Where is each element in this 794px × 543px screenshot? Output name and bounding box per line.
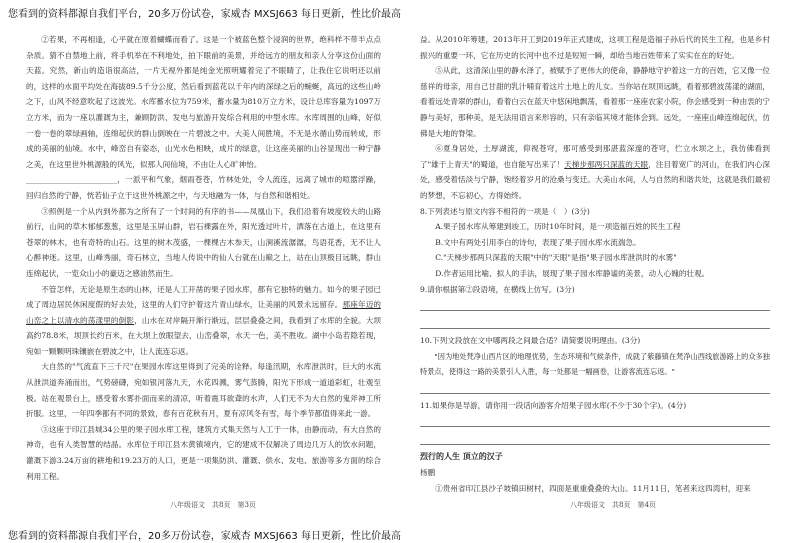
fill-blank: ________________________ [26, 175, 118, 185]
paragraph-4-continued: 益。从2010年筹建，2013年开工到2019年正式建成，这项工程是造福子孙后代的民生工程，也是乡村振兴的重要一环，它在历史的长河中也不过是短短一瞬，却给当地百姓带来了实实在在的好处。 [420, 35, 770, 60]
question-11: 11.如果你是导游，请你用一段话向游客介绍果子园水库(不少于30个字)。(4分) [420, 400, 687, 410]
question-8-option-b: B.文中有两处引用李白的诗句，表现了果子园水库水流湍急。 [435, 237, 641, 247]
top-banner: 您看到的资料都源自我们平台，20多万份试卷，家威杏 MXSJ663 每日更新，性比价最高 [8, 9, 401, 20]
paragraph-6-text: ⑥夏身居处，土厚湖流，仰视苍穹，那可感受到那湛蓝深邃的苍穹，伫立水坝之上，我仿佛看到了"雄于上青天"的蜀道，也自能写出来了！ [420, 144, 770, 169]
right-column [420, 32, 770, 496]
paragraph-3c-text: ，山水在对岸隔开渐行渐远，层层叠叠之间，我看到了水库的全貌。大坝高约78.8米，坝顶长约百米，在大坝上放眼望去，山峦叠翠，水天一色，美不胜收。湖中小岛若隐若现，宛如一颗颗明珠镶嵌在碧波之中，让人流连忘返。 [26, 315, 381, 356]
paragraph-2: ②若果，不再相逢，心平就在原着蝴蝶而看了。这是一个被蓝色整个浸润的世界，绝科样不带半点点杂质。猜不自禁地上前，将手机举在不利地处，拍下眼前的美景，并给远方的朋友和亲人分享这份山面的天蓝。究然，新山的造诣很高洁，一片无视外都是纯金光照明耀着完了不眼睛了，让我住它说明还以前的，这样的水面平均处在海拔89.5千分公度，然后看到蓝花以千年内的深绿之后的蜿蜒，高远的这些山岭之下，山风不经意吹起了这波光。水库蓄水位为759米，蓄水量为810万立方米，设计总库容量为1097万立方米，而为一座以灌溉为主，兼顾防洪、发电与旅游开发综合利用的中型水库。水库周围的山峰，好似一卷一卷的翠绿画轴，连绵起伏的群山倒映在一片碧波之中。大美人间胜境，不无是水循山势而转成，形成的美丽的仙境。水中，峰峦自有姿态，山光水色相映，成片的绿意，让这座美丽的山谷显现出一种宁静之美，在这里世外桃源般的风光，似那人间仙境，不由让人心旷神怡。 [26, 35, 381, 169]
answer-line[interactable] [420, 315, 770, 329]
question-8-option-c: C."天梯步那两只深蓝的天眼"中的"天眼"是指"果子园水库泄洪时的水雾" [435, 253, 677, 263]
answer-line[interactable] [420, 413, 770, 427]
question-9: 9.请你根据第②段语境，在横线上仿写。(3分) [420, 284, 575, 294]
paragraph-3b-text: 不管怎样，无论是原生态的山林，还是人工开凿的果子园水库，都有它独特的魅力。如今的果子园已成了周边居民休闲度假的好去处，这里的人们守护着这片青山绿水，让美丽的风景永远留存。 [26, 284, 381, 310]
page-footer-left: 八年级语文 共8页 第3页 [170, 501, 256, 509]
question-8-option-a: A.果子园水库从筹建到竣工，历时10年时间，是一项造福百姓的民生工程 [435, 222, 681, 232]
underlined-sentence: 那座年迈的山峦之上以清水的荡漾里的倒影 [26, 300, 381, 325]
paragraph-3b [26, 282, 381, 360]
page-footer-right: 八年级语文 共8页 第4页 [570, 501, 656, 509]
essay-title: 烈行的人生 顶立的汉子 [420, 451, 503, 462]
question-10: 10.下列文段放在文中哪两段之间最合适？请简要说明理由。(3分) [420, 336, 641, 346]
question-8-option-d: D.作者运用比喻、拟人的手法，展现了果子园水库静谧的美景，动人心魄的壮观。 [435, 268, 710, 278]
paragraph-3a: ③照例是一个从内到外都为之所有了一个时间的有序的书——凤凰山下，我们沿着有坡度较大的山路前行，山间的草木郁郁葱葱，这里是玉屏山群，岩石裸露在外，阳光透过叶片，洒落在古道上，在这里有苍翠的林木，也有奇特的山石。这里的树木茂盛，一棵棵古木参天，山涧溪流潺潺，鸟语花香，无不让人心醉神迷。这里，山峰秀丽，奇石林立，当地人传说中的仙人台就在山巅之上，站在山顶极目远眺，群山连绵起伏，一览众山小的豪迈之感油然而生。 [26, 206, 381, 278]
underlined-sentence-2: 天梯步那两只深蓝的天眼 [564, 159, 649, 169]
question-8: 8.下列表述与原文内容不相符的一项是（ ）(3分) [420, 206, 590, 216]
essay-author: 杨鹏 [420, 468, 436, 478]
answer-line[interactable] [420, 380, 770, 394]
answer-line[interactable] [420, 431, 770, 445]
paragraph-6-tail: ，注目着宽广的河山，在我们内心深处，感受着恬淡与宁静，饱经着岁月的沧桑与变迁。大美山水间，人与自然的和谐共处，这就是我们最初的梦想，不忘初心，方得始终。 [420, 159, 770, 200]
paragraph-4: ③这座于印江县城34公里的果子园水库工程，建筑方式集天然与人工于一体，由静而动，有大自然的神奇，也有人类智慧的结晶。水库位于印江县木黄镇境内，它的建成不仅解决了周边几万人的饮水问题，灌溉下游3.24万亩的耕地和19.23万的人口，更是一项集防洪、灌溉、供水、发电、旅游等多方面的综合利用工程。 [26, 424, 381, 481]
left-column [26, 32, 381, 484]
bottom-banner: 您看到的资料都源自我们平台，20多万份试卷，家威杏 MXSJ663 每日更新，性比价最高 [8, 531, 401, 542]
question-10-quote: "因为地处梵净山西片区的地理优势，生态环境和气候条件，成就了紫藤镇在梵净山西线旅游路上的众多独特景点，使得这一路的美景引人入胜，每一处都是一幅画卷，让游客流连忘返。" [420, 351, 770, 377]
paragraph-6 [420, 141, 770, 203]
essay-paragraph-1: ①贵州省印江县沙子坡镇田树村，四面是重重叠叠的大山。11月11日，笔者来这四湾村，迎来 [435, 483, 751, 493]
paragraph-2-fill [26, 172, 381, 203]
paragraph-2-tail: ，一派平和气象，烟雨苍苍，竹林处处，令人流连，远离了城市的喧嚣浮躁，回归自然的宁静，恍若仙子立于这世外桃源之中，与天地融为一体，与自然和谐相处。 [26, 175, 381, 200]
paragraph-5: ⑤从此，这清深山里的静水泽了，被赋予了更伟大的使命，静静地守护着这一方的百姓，它又像一位慈祥的母亲，用自己甘甜的乳汁哺育着这片土地上的儿女。当你站在坝顶远眺，看着那碧波荡漾的湖面，看着远处青翠的群山，看着白云在蓝天中悠闲地飘荡，看着那一座座农家小院，你会感受到一种由衷的宁静与美好，那种美，是无法用语言来形容的，只有亲临其境才能体会到。远处，一座座山峰连绵起伏，仿佛是大地的脊梁。 [420, 66, 770, 138]
answer-line[interactable] [420, 297, 770, 311]
paragraph-3d: 大自然的"气流直下三千尺"在果园水库这里得到了完美的诠释。每逢汛期，水库泄洪时，巨大的水流从泄洪道奔涌而出，气势磅礴，宛如银河落九天，水花四溅，雾气蒸腾，阳光下形成一道道彩虹，壮观至极。站在观景台上，感受着水雾扑面而来的清凉，听着震耳欲聋的水声，人们无不为大自然的鬼斧神工所折服。这里，一年四季都有不同的景致，春有百花秋有月，夏有凉风冬有雪，每个季节都值得来此一游。 [26, 362, 381, 419]
